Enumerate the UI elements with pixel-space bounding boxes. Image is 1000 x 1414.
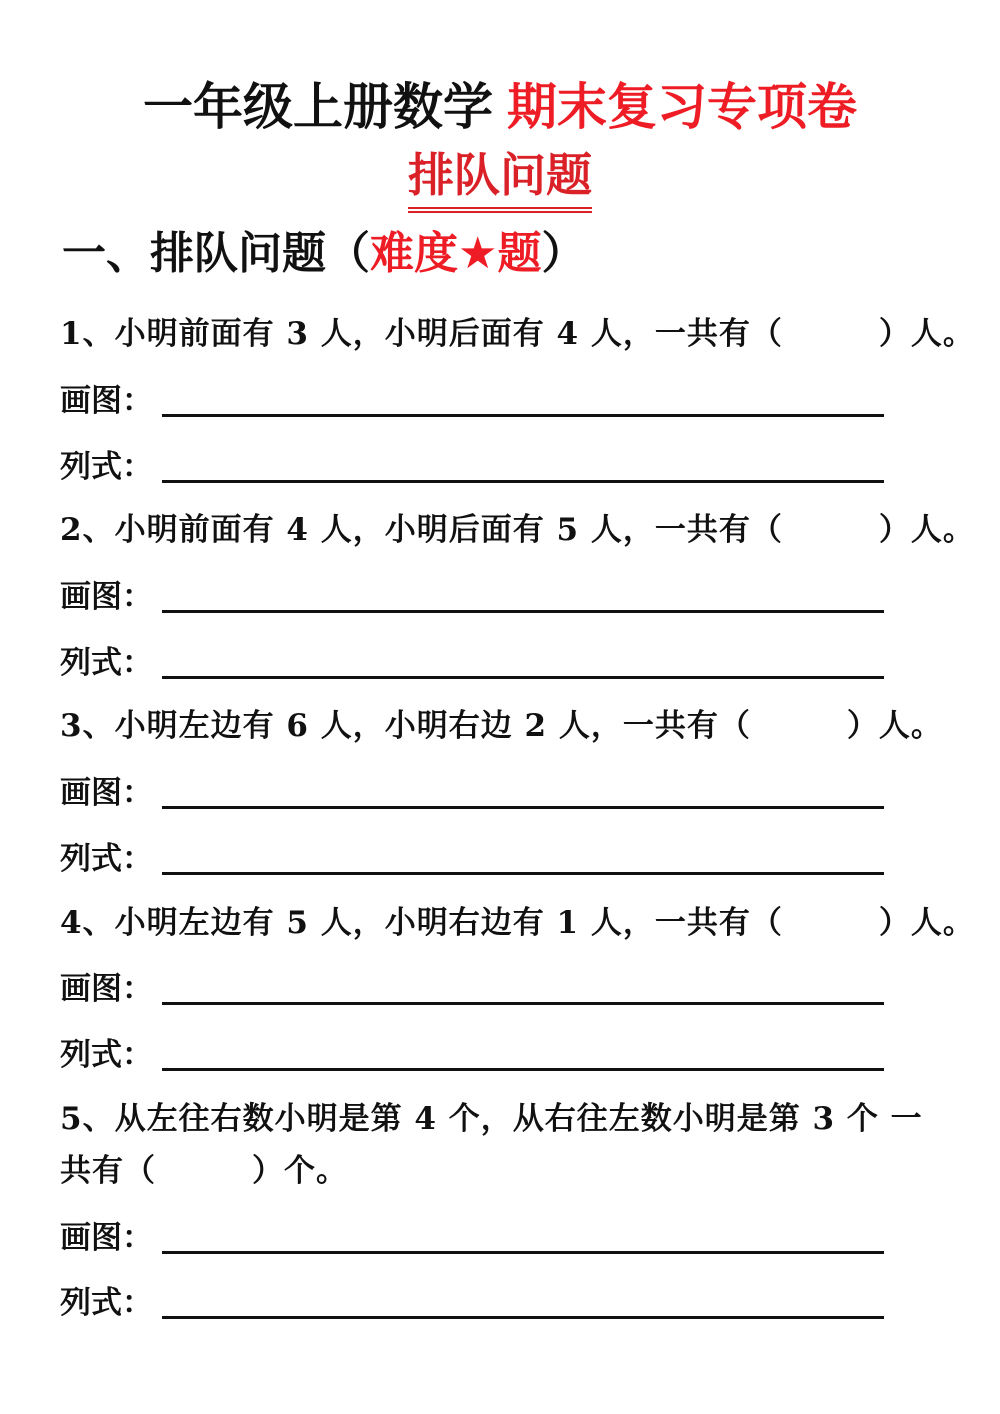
formula-answer-line[interactable] xyxy=(162,480,884,483)
section-heading-suffix: ） xyxy=(541,228,586,279)
draw-label: 画图： xyxy=(60,579,153,615)
formula-answer-line[interactable] xyxy=(162,1068,884,1071)
formula-label: 列式： xyxy=(60,841,153,877)
formula-label: 列式： xyxy=(60,449,153,485)
answer-formula-2 xyxy=(60,638,890,688)
page-subtitle xyxy=(0,145,1000,209)
draw-answer-line[interactable] xyxy=(162,1002,884,1005)
formula-label: 列式： xyxy=(60,645,153,681)
draw-label: 画图： xyxy=(60,1220,153,1256)
draw-label: 画图： xyxy=(60,775,153,811)
question-5-line-1: 5、从左往右数小明是第 4 个，从右往左数小明是第 3 个 一 xyxy=(60,1101,923,1137)
answer-formula-5 xyxy=(60,1278,890,1328)
answer-formula-4 xyxy=(60,1030,890,1080)
answer-draw-1 xyxy=(60,376,890,426)
formula-answer-line[interactable] xyxy=(162,676,884,679)
question-2: 2、小明前面有 4 人，小明后面有 5 人，一共有（ ）人。 xyxy=(60,512,975,548)
answer-draw-2 xyxy=(60,572,890,622)
draw-answer-line[interactable] xyxy=(162,806,884,809)
answer-formula-3 xyxy=(60,834,890,884)
formula-label: 列式： xyxy=(60,1285,153,1321)
subtitle-text: 排队问题 xyxy=(408,145,592,209)
title-review: 期末复习专项卷 xyxy=(507,78,857,136)
title-grade: 一年级上册数学 xyxy=(143,78,493,136)
draw-answer-line[interactable] xyxy=(162,414,884,417)
section-heading xyxy=(62,222,585,286)
draw-answer-line[interactable] xyxy=(162,610,884,613)
answer-draw-4 xyxy=(60,964,890,1014)
formula-answer-line[interactable] xyxy=(162,872,884,875)
question-3: 3、小明左边有 6 人，小明右边 2 人，一共有（ ）人。 xyxy=(60,708,943,744)
answer-draw-5 xyxy=(60,1213,890,1263)
section-heading-prefix: 一、排队问题（ xyxy=(62,228,370,279)
question-5-line-2: 共有（ ）个。 xyxy=(60,1153,348,1189)
question-4: 4、小明左边有 5 人，小明右边有 1 人，一共有（ ）人。 xyxy=(60,905,975,941)
page-title xyxy=(0,72,1000,142)
question-5 xyxy=(60,1093,940,1197)
draw-label: 画图： xyxy=(60,383,153,419)
draw-answer-line[interactable] xyxy=(162,1251,884,1254)
section-difficulty: 难度★题 xyxy=(370,228,542,279)
answer-draw-3 xyxy=(60,768,890,818)
answer-formula-1 xyxy=(60,442,890,492)
question-1: 1、小明前面有 3 人，小明后面有 4 人，一共有（ ）人。 xyxy=(60,316,975,352)
formula-label: 列式： xyxy=(60,1037,153,1073)
formula-answer-line[interactable] xyxy=(162,1316,884,1319)
draw-label: 画图： xyxy=(60,971,153,1007)
